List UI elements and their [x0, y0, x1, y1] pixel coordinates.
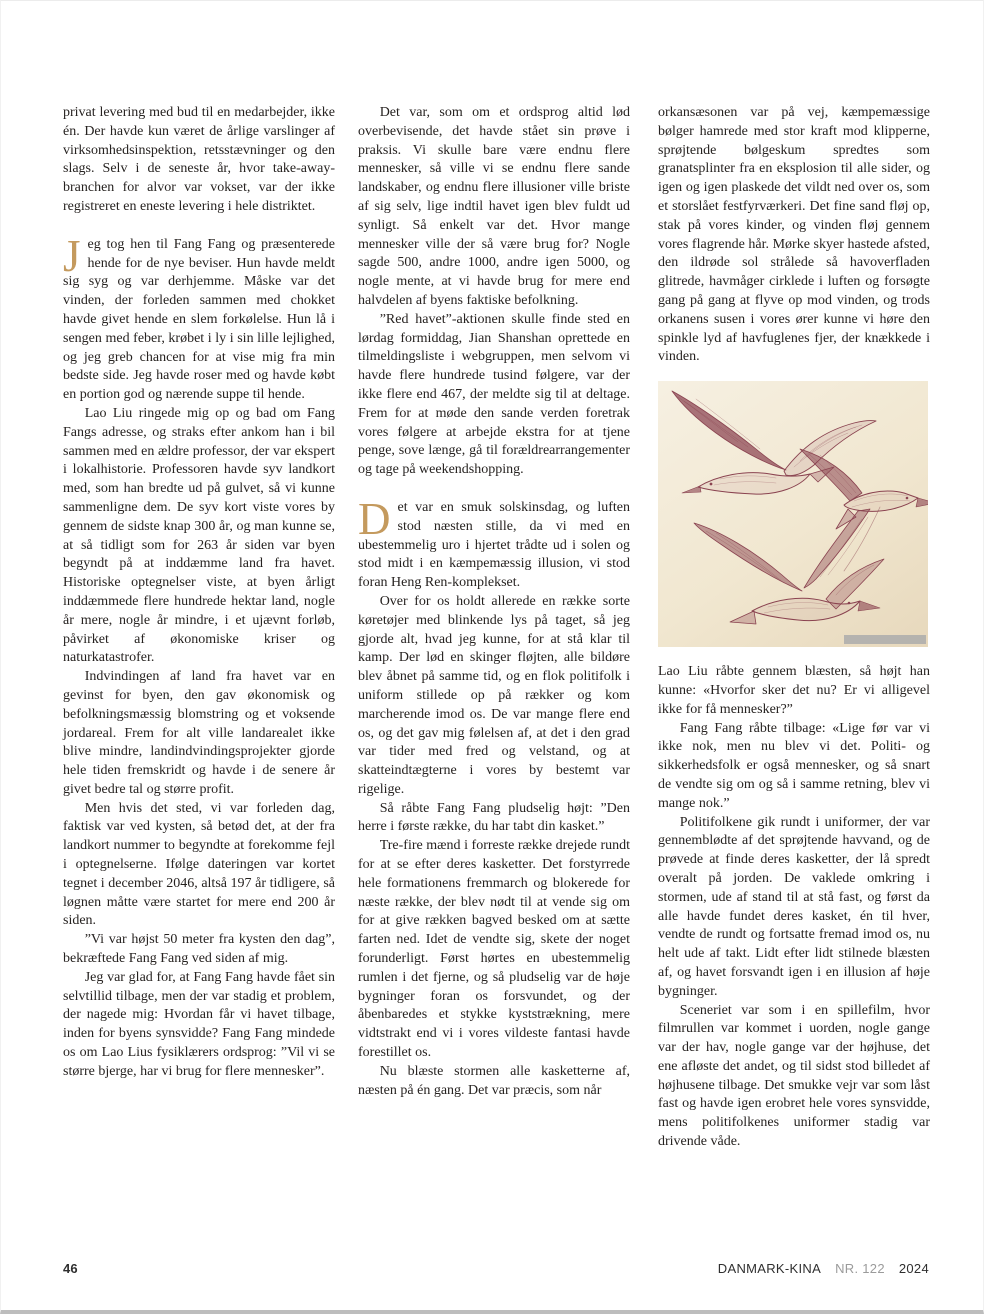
- paragraph: Lao Liu ringede mig op og bad om Fang Fangs adresse, og straks efter ankom han i bil sammen med en ældre professor, der var ekspert i lokalhistorie. Professoren havde syv landkort med, som han bredte ud på gulvet, så vi kunne sammenligne dem. De syv kort viste vores by gennem de sidste knap 300 år, og man kunne se, at så tidligt som for 263 år siden var byen begyndt på at inddæmme land fra havet. Historiske optegnelser viste, at byen årligt inddæmmede flere hundrede hektar land, nogle år mere, nogle år mindre, i et ujævnt forløb, påvirket af økonomiske kriser og naturkatastrofer.: [63, 405, 335, 666]
- paragraph: Så råbte Fang Fang pludselig højt: ”Den herre i første række, du har tabt din kasket.”: [358, 800, 630, 835]
- paragraph: Tre-fire mænd i forreste række drejede rundt for at se efter deres kasketter. Det forstyrrede hele formationens fremmarch og blokerede for næste række, der blev nødt til at vende sig om for at give rækken bagved besked om at sætte farten ned. Idet de vendte sig, skete der noget forunderligt. Først hørtes en ubestemmelig rumlen i det fjerne, og så pludselig var de høje bygninger foran os forsvundet, og der åbenbaredes et stykke kyststrækning, mere vidtstrakt end vi i vores vildeste fantasi havde forestillet os.: [358, 838, 630, 1061]
- watermark-bar: [844, 635, 926, 644]
- paragraph: Nu blæste stormen alle kasketterne af, næsten på én gang. Det var præcis, som når: [358, 1063, 630, 1098]
- paragraph: Indvindingen af land fra havet var en gevinst for byen, den gav økonomisk og befolkningsmæssig blomstring og et voksende jordareal. Frem for alt ville landarealet ikke blive mindre, landindvindingsprojekter gjorde hele tiden fremskridt og havde i de senere år givet bedre tal og større profit.: [63, 669, 335, 797]
- page-number: 46: [63, 1261, 78, 1276]
- paragraph-text: eg tog hen til Fang Fang og præsenterede hende for de nye beviser. Hun havde meldt sig syg og var derhjemme. Måske var det vinden, der forleden sammen med chokket havde givet hende en slem forkølelse. Hun lå i sengen med feber, krøbet i ly i sin lille lejlighed, og jeg greb chancen for at vise mig fra min bedste side. Jeg havde roser med og havde købt en portion god og nærende suppe til hende.: [63, 236, 335, 403]
- paragraph: Det var, som om et ordsprog altid lød overbevisende, det havde stået sin prøve i praksis. Vi skulle bare være endnu flere mennesker, så ville vi se endnu flere sande landskaber, og endnu flere illusioner ville briste af sig selv, lige indtil havet igen blev fuldt ud synligt. Så enkelt var det. Hvor mange mennesker ville der så være brug for? Nogle sagde 500, andre 1000, andre igen 5000, og nogle mente, at vi havde brug for mere end halvdelen af byens faktiske befolkning.: [358, 105, 630, 308]
- paragraph: Over for os holdt allerede en række sorte køretøjer med blinkende lys på taget, så jeg gjorde alt, hvad jeg kunne, for at stå klar til kamp. Der lød en skinger fløjten, alle bildøre blev åbnet på samme tid, og en flok politifolk i uniform stillede op på rækker og kom marcherende imod os. De var mange flere end os, og det gav mig følelsen af, at det i den grad var tider med fred og velstand, og at skatteindtægterne i vores by bestemt var rigelige.: [358, 593, 630, 797]
- seagulls-illustration: [658, 381, 928, 647]
- text-column-3: [658, 104, 930, 1152]
- drop-cap-letter: D: [358, 493, 391, 544]
- text-column-1: [63, 104, 335, 1082]
- paragraph-text: et var en smuk solskinsdag, og luften stod næsten stille, da vi med en ubestemmelig uro i hjertet trådte ud i solen og stod midt i en kæmpemæssig illusion, vi stod foran Heng Ren-komplekset.: [358, 499, 630, 591]
- paragraph: Lao Liu råbte gennem blæsten, så højt han kunne: «Hvorfor sker det nu? Er vi alligevel ikke for få mennesker?”: [658, 664, 930, 717]
- paragraph: Politifolkene gik rundt i uniformer, der var gennemblødte af det sprøjtende havvand, og de prøvede at finde deres kasketter, der lå spredt overalt på jorden. De vaklede omkring i stormen, ude af stand til at stå fast, og først da alle havde fundet deres kasket, én til hver, vendte de rundt og fortsatte fremad imod os, nu helt ude af takt. Lidt efter lidt stilnede blæsten af, og havet forsvandt igen i en illusion af høje bygninger.: [658, 814, 930, 999]
- footer-right-group: [718, 1261, 929, 1276]
- paragraph: orkansæsonen var på vej, kæmpemæssige bølger hamrede med stor kraft mod klipperne, sprøjtende bølgeskum spredtes som granatsplinter fra en eksplosion til alle sider, og igen og igen plaskede det vildt ned over os, som et storslået festfyrværkeri. Det fine sand fløj op, stak på vores kinder, og vinden fløj gennem vores flagrende hår. Mørke skyer hastede afsted, den ildrøde sol strålede så havoverfladen glitrede, havmåger cirklede i luften og forsøgte gang på gang at flyve op mod vinden, og trods orkanens susen i vores ører kunne vi høre den spinkle lyd af havfuglenes fjer, der knækkede i vinden.: [658, 105, 930, 365]
- paragraph: Jeg var glad for, at Fang Fang havde fået sin selvtillid tilbage, men der var stadig et problem, der nagede mig: Hvordan får vi havet tilbage, inden for byens synsvidde? Fang Fang mindede os om Lao Lius fysiklærers ordsprog: ”Vil vi se større bjerge, har vi brug for flere mennesker”.: [63, 969, 335, 1079]
- year: 2024: [898, 1261, 929, 1276]
- paragraph: Fang Fang råbte tilbage: «Lige før var vi ikke nok, men nu blev vi det. Politi- og sikkerhedsfolk er også mennesker, og så snart de vendte sig om og så i samme retning, blev vi mange nok.”: [658, 720, 930, 811]
- issue-number: NR. 122: [835, 1261, 885, 1276]
- paragraph: [358, 493, 630, 593]
- paragraph: ”Vi var højst 50 meter fra kysten den dag”, bekræftede Fang Fang ved siden af mig.: [63, 932, 335, 967]
- paragraph: Men hvis det sted, vi var forleden dag, faktisk var ved kysten, så betød det, at der fra landkort nummer to begyndte at forekomme fejl i optegnelserne. Ifølge dateringen var kortet tegnet i december 2046, altså 197 år tidligere, så løgnen måtte være startet for mere end 200 år siden.: [63, 800, 335, 929]
- seagulls-drawing: [658, 381, 928, 647]
- magazine-title: DANMARK-KINA: [717, 1261, 822, 1276]
- page-footer: [1, 1261, 983, 1281]
- paragraph: Sceneriet var som i en spillefilm, hvor filmrullen var kommet i uorden, nogle gange var der hav, nogle gange var der højhuse, det ene afløste det andet, og til sidst stod billedet af højhusene tilbage. Det smukke vejr var som låst fast og havde igen erobret hele vores synsvidde, mens politifolkenes uniformer stadig var drivende våde.: [658, 1002, 930, 1150]
- paragraph: ”Red havet”-aktionen skulle finde sted en lørdag formiddag, Jian Shanshan oprettede en tilmeldingsliste i webgruppen, men selvom vi havde flere hundrede tusind følgere, var der ikke flere end 467, der meldte sig til at deltage. Frem for at møde den sande verden foretrak vores følgere at arbejde ekstra for at tjene penge, sove længe, gå til forældrearrangementer og tage på weekendshopping.: [358, 311, 630, 478]
- paragraph: privat levering med bud til en medarbejder, ikke én. Der havde kun været de årlige varslinger af virksomhedsinspektion, retsstævninger og den slags. Selv i de seneste år, hvor take-away-branchen for alvor var vokset, var der ikke registreret en eneste levering i hele distriktet.: [63, 105, 335, 214]
- text-column-2: [358, 104, 630, 1100]
- drop-cap-letter: J: [63, 230, 81, 281]
- paragraph: [63, 230, 335, 405]
